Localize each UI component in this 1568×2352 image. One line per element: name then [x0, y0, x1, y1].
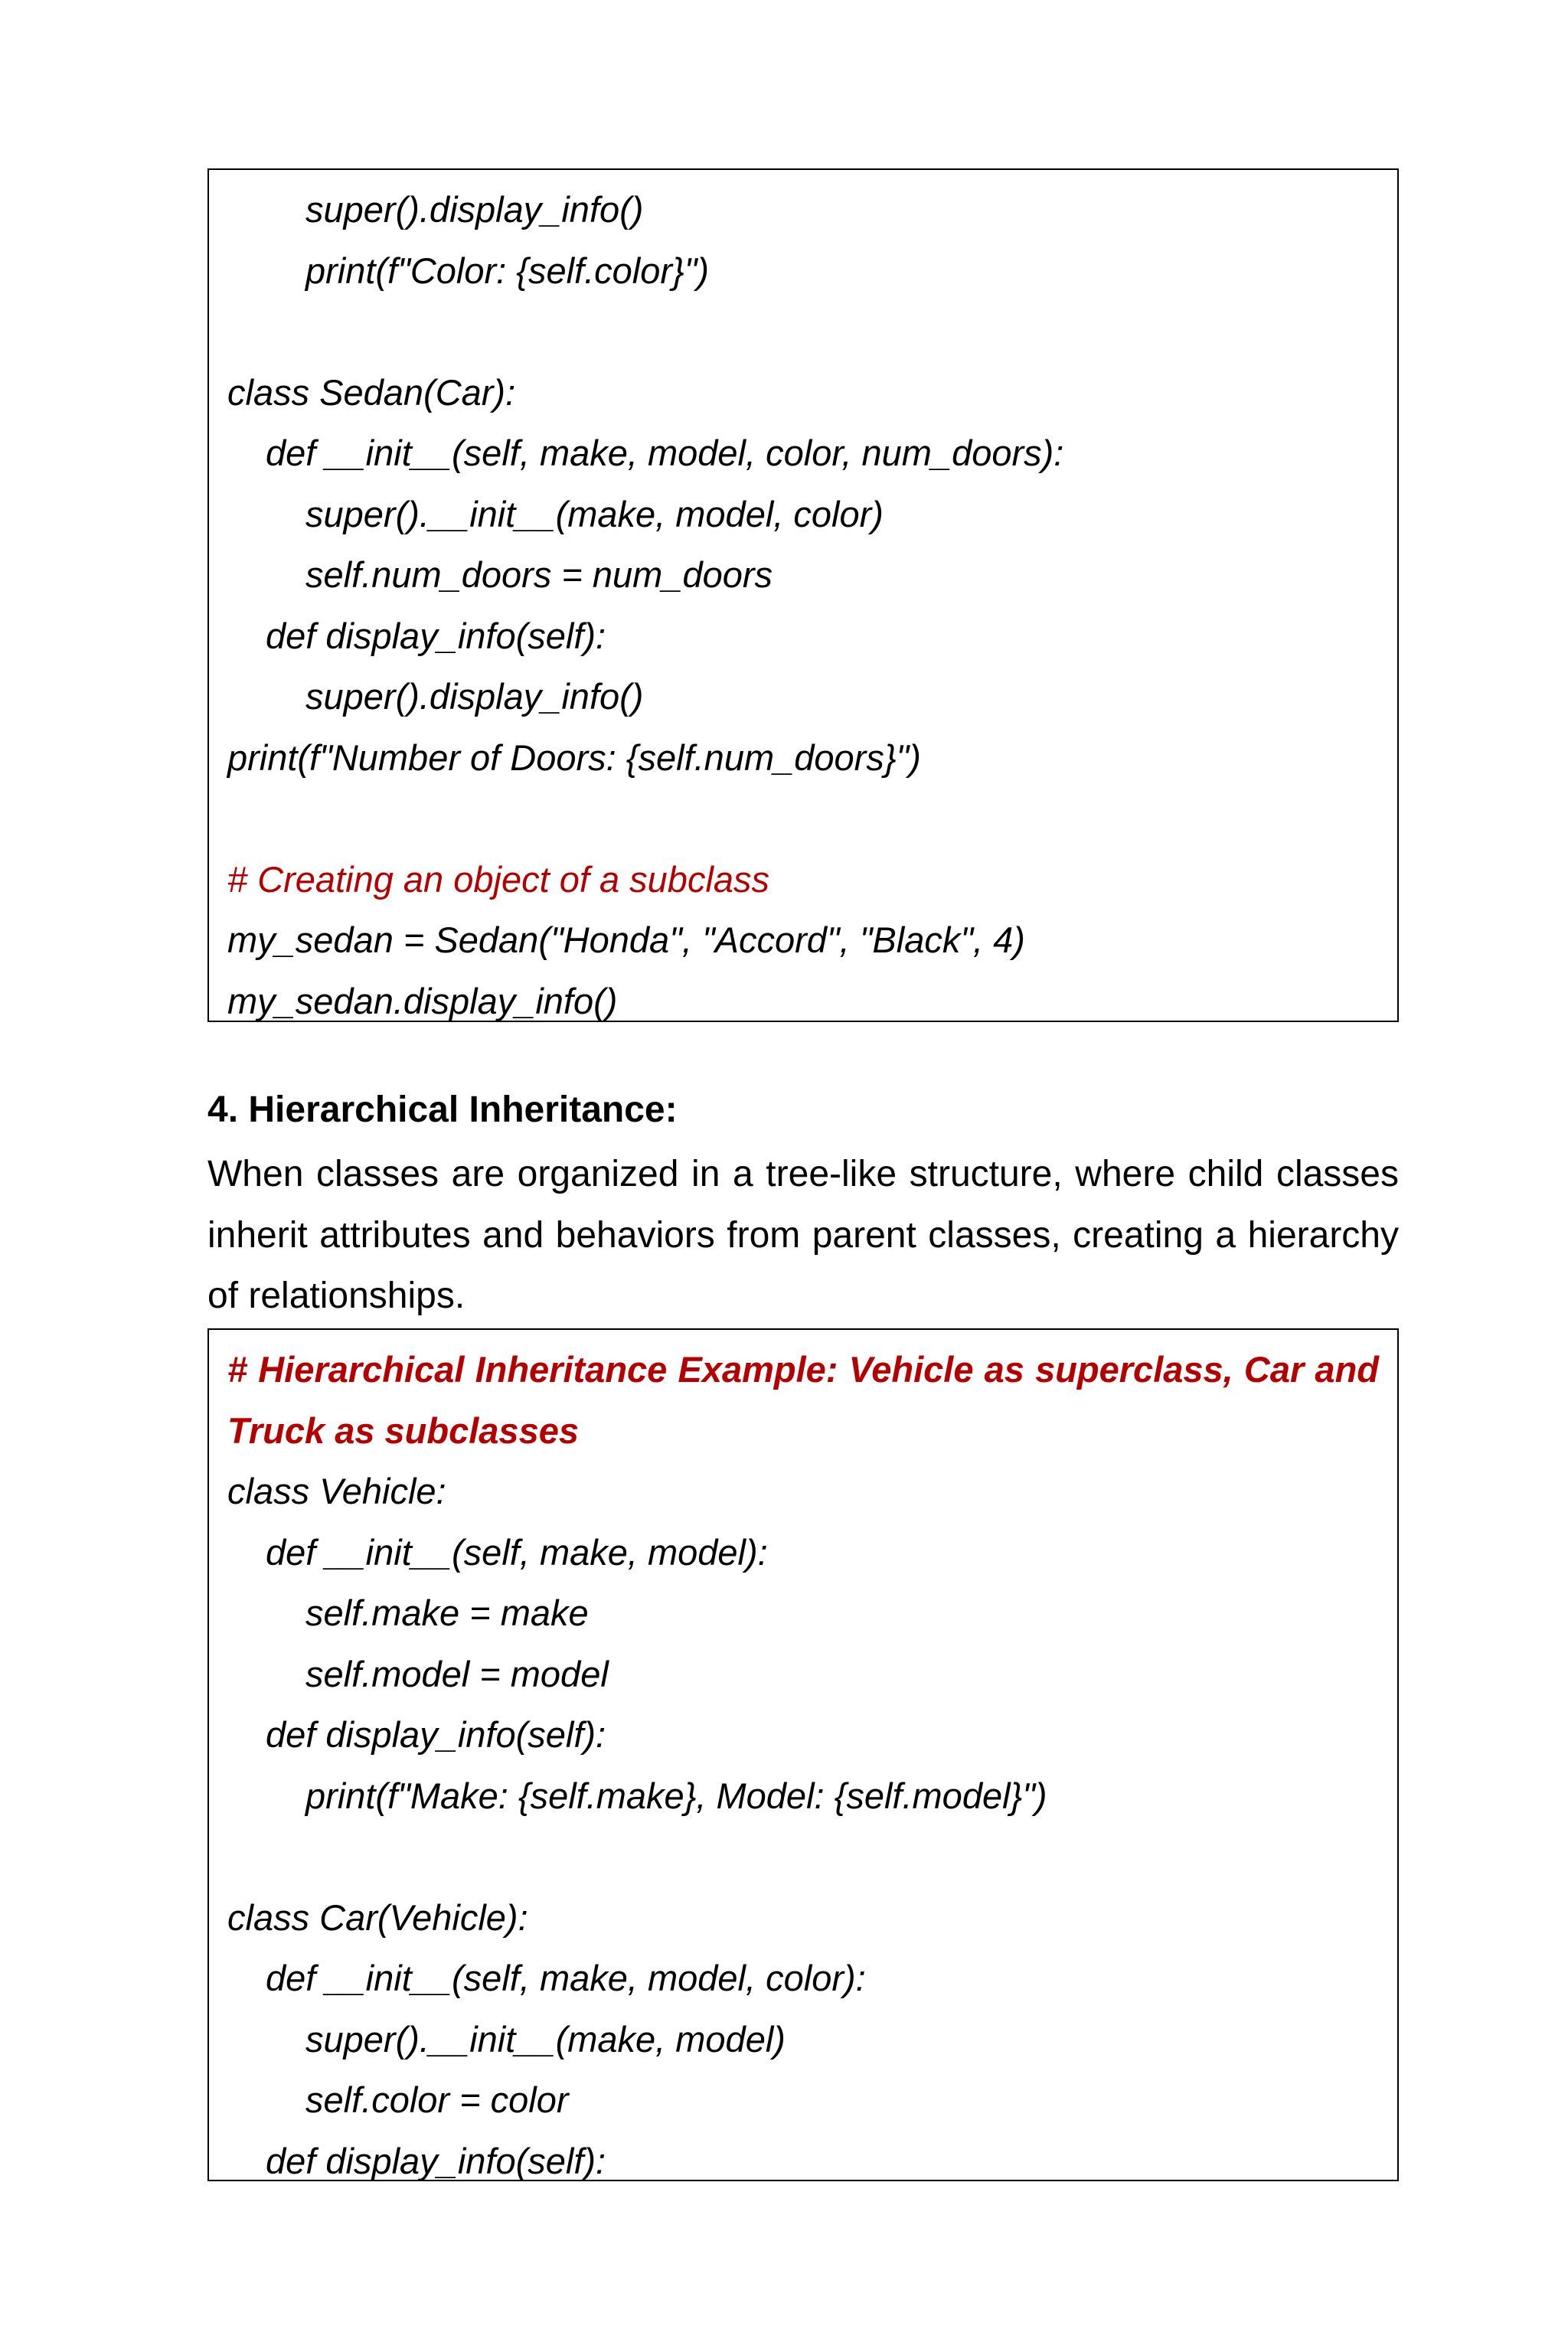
- code-comment: # Creating an object of a subclass: [227, 858, 770, 900]
- code-line: class Vehicle:: [227, 1471, 446, 1511]
- code-line: super().display_info(): [305, 676, 644, 717]
- code-line: print(f"Make: {self.make}, Model: {self.model}"): [305, 1775, 1047, 1816]
- code-line: super().display_info(): [305, 189, 644, 230]
- code-line: self.num_doors = num_doors: [305, 554, 773, 595]
- code-block-sedan: [207, 168, 1399, 1022]
- code-line: my_sedan = Sedan("Honda", "Accord", "Black", 4): [227, 920, 1025, 960]
- code-line-blank: [227, 301, 1379, 362]
- code-line: class Car(Vehicle):: [227, 1896, 528, 1938]
- section-heading: 4. Hierarchical Inheritance:: [207, 1089, 678, 1130]
- code-block-hierarchical: [207, 1328, 1399, 2181]
- code-line: def __init__(self, make, model, color):: [266, 1958, 866, 1998]
- code-line: super().__init__(make, model): [305, 2018, 786, 2060]
- code-line: super().__init__(make, model, color): [305, 493, 884, 534]
- code-line: def __init__(self, make, model, color, num_doors):: [266, 433, 1064, 473]
- code-line: def __init__(self, make, model):: [266, 1531, 768, 1573]
- code-line: def display_info(self):: [266, 615, 606, 656]
- code-line: self.make = make: [305, 1592, 589, 1633]
- code-line: class Sedan(Car):: [227, 371, 516, 413]
- code-line: print(f"Color: {self.color}"): [305, 250, 710, 291]
- code-line-blank: [227, 1826, 1379, 1887]
- code-line: def display_info(self):: [266, 1714, 606, 1755]
- code-line-blank: [227, 788, 1379, 849]
- code-header-comment: # Hierarchical Inheritance Example: Vehicle as superclass, Car and Truck as subclasses: [227, 1349, 1379, 1451]
- code-line: def display_info(self):: [266, 2140, 606, 2181]
- code-line: print(f"Number of Doors: {self.num_doors}"): [227, 737, 921, 778]
- code-line: my_sedan.display_info(): [227, 980, 618, 1021]
- code-line: self.model = model: [305, 1653, 609, 1694]
- code-line: self.color = color: [305, 2079, 569, 2120]
- section-paragraph: When classes are organized in a tree-like structure, where child classes inherit attributes and behaviors from parent classes, creating a hierarchy of relationships.: [207, 1154, 1399, 1316]
